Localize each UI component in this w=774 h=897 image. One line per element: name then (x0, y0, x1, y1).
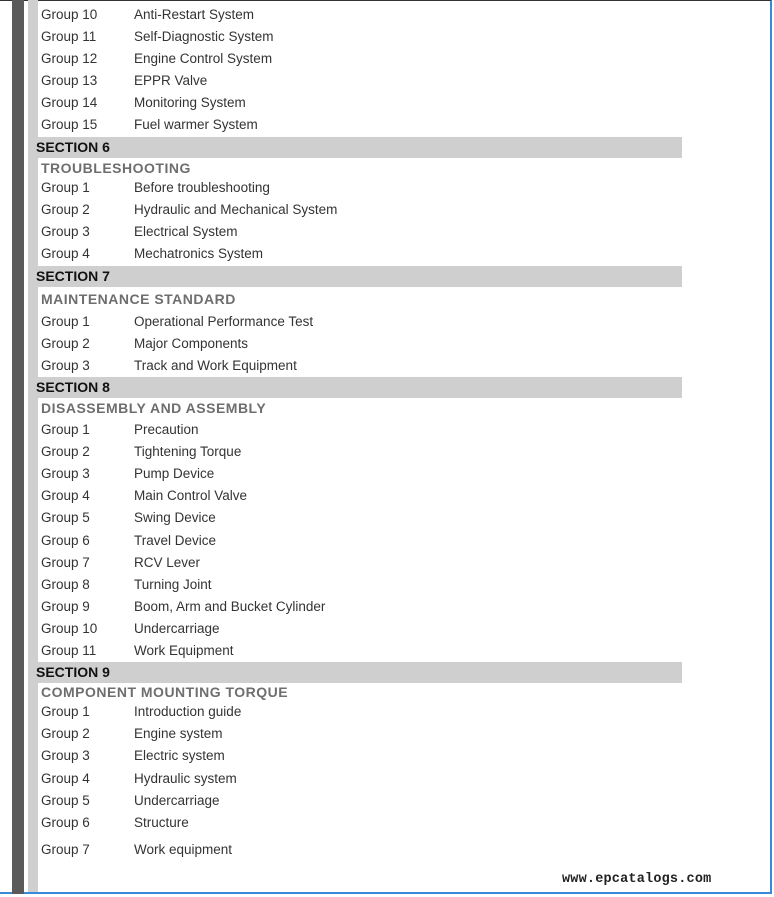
group-number: Group 10 (41, 7, 98, 22)
watermark: www.epcatalogs.com (562, 872, 712, 887)
group-number: Group 3 (41, 358, 90, 373)
section-header: SECTION 8 (28, 377, 682, 398)
section-bar (28, 398, 38, 662)
group-title: Work Equipment (134, 643, 234, 658)
group-title: Travel Device (134, 533, 217, 548)
section-header: SECTION 9 (28, 662, 682, 683)
group-title: Turning Joint (134, 577, 212, 592)
group-number: Group 7 (41, 555, 90, 570)
section-title: TROUBLESHOOTING (41, 160, 191, 176)
group-title: Swing Device (134, 510, 216, 525)
section-title: MAINTENANCE STANDARD (41, 291, 236, 307)
group-number: Group 2 (41, 444, 90, 459)
group-title: Monitoring System (134, 95, 246, 110)
group-title: Engine Control System (134, 51, 273, 66)
group-number: Group 3 (41, 748, 90, 763)
list-item[interactable] (41, 6, 254, 24)
list-item[interactable] (41, 116, 258, 134)
group-number: Group 11 (41, 643, 97, 658)
group-number: Group 1 (41, 704, 90, 719)
list-item[interactable] (41, 576, 212, 594)
list-item[interactable] (41, 335, 248, 353)
group-number: Group 2 (41, 202, 90, 217)
group-number: Group 15 (41, 117, 98, 132)
list-item[interactable] (41, 814, 189, 832)
section-header: SECTION 7 (28, 266, 682, 287)
group-title: RCV Lever (134, 555, 201, 570)
list-item[interactable] (41, 421, 199, 439)
list-item[interactable] (41, 313, 313, 331)
list-item[interactable] (41, 443, 241, 461)
group-number: Group 2 (41, 336, 90, 351)
section-title: DISASSEMBLY AND ASSEMBLY (41, 400, 267, 416)
group-title: EPPR Valve (134, 73, 208, 88)
group-title: Work equipment (134, 842, 233, 857)
list-item[interactable] (41, 703, 241, 721)
list-item[interactable] (41, 509, 216, 527)
group-number: Group 4 (41, 488, 90, 503)
section-title: COMPONENT MOUNTING TORQUE (41, 684, 289, 700)
group-title: Precaution (134, 422, 199, 437)
list-item[interactable] (41, 179, 270, 197)
group-title: Electrical System (134, 224, 238, 239)
list-item[interactable] (41, 770, 237, 788)
group-title: Engine system (134, 726, 223, 741)
group-number: Group 3 (41, 224, 90, 239)
list-item[interactable] (41, 72, 207, 90)
group-number: Group 7 (41, 842, 90, 857)
list-item[interactable] (41, 28, 274, 46)
list-item[interactable] (41, 642, 234, 660)
left-dark-bar (12, 0, 24, 894)
list-item[interactable] (41, 245, 263, 263)
group-number: Group 4 (41, 771, 90, 786)
list-item[interactable] (41, 223, 238, 241)
list-item[interactable] (41, 50, 272, 68)
list-item[interactable] (41, 465, 214, 483)
group-number: Group 5 (41, 793, 90, 808)
group-title: Mechatronics System (134, 246, 264, 261)
group-title: Electric system (134, 748, 225, 763)
group-title: Undercarriage (134, 621, 220, 636)
group-number: Group 1 (41, 180, 90, 195)
group-title: Self-Diagnostic System (134, 29, 274, 44)
group-number: Group 2 (41, 726, 90, 741)
group-title: Undercarriage (134, 793, 220, 808)
group-title: Before troubleshooting (134, 180, 270, 195)
group-title: Structure (134, 815, 189, 830)
list-item[interactable] (41, 487, 247, 505)
list-item[interactable] (41, 357, 297, 375)
section-bar (28, 287, 38, 378)
group-number: Group 6 (41, 815, 90, 830)
group-number: Group 1 (41, 314, 90, 329)
list-item[interactable] (41, 532, 216, 550)
group-title: Pump Device (134, 466, 215, 481)
list-item[interactable] (41, 747, 225, 765)
group-number: Group 9 (41, 599, 90, 614)
group-title: Main Control Valve (134, 488, 248, 503)
section-bar (28, 158, 38, 266)
list-item[interactable] (41, 201, 337, 219)
group-title: Hydraulic and Mechanical System (134, 202, 338, 217)
group-number: Group 8 (41, 577, 90, 592)
group-number: Group 1 (41, 422, 90, 437)
group-number: Group 12 (41, 51, 98, 66)
group-number: Group 4 (41, 246, 90, 261)
section-bar (28, 0, 38, 137)
list-item[interactable] (41, 598, 325, 616)
list-item[interactable] (41, 841, 232, 859)
group-title: Boom, Arm and Bucket Cylinder (134, 599, 326, 614)
list-item[interactable] (41, 792, 220, 810)
group-title: Major Components (134, 336, 249, 351)
list-item[interactable] (41, 554, 200, 572)
group-title: Introduction guide (134, 704, 242, 719)
group-title: Hydraulic system (134, 771, 237, 786)
section-bar (28, 683, 38, 892)
list-item[interactable] (41, 725, 223, 743)
group-title: Operational Performance Test (134, 314, 314, 329)
group-title: Anti-Restart System (134, 7, 255, 22)
list-item[interactable] (41, 94, 246, 112)
list-item[interactable] (41, 620, 220, 638)
group-title: Tightening Torque (134, 444, 242, 459)
section-header: SECTION 6 (28, 137, 682, 158)
group-number: Group 10 (41, 621, 98, 636)
group-number: Group 5 (41, 510, 90, 525)
group-number: Group 11 (41, 29, 97, 44)
group-title: Fuel warmer System (134, 117, 258, 132)
group-number: Group 3 (41, 466, 90, 481)
group-number: Group 14 (41, 95, 98, 110)
group-number: Group 13 (41, 73, 98, 88)
group-number: Group 6 (41, 533, 90, 548)
group-title: Track and Work Equipment (134, 358, 297, 373)
